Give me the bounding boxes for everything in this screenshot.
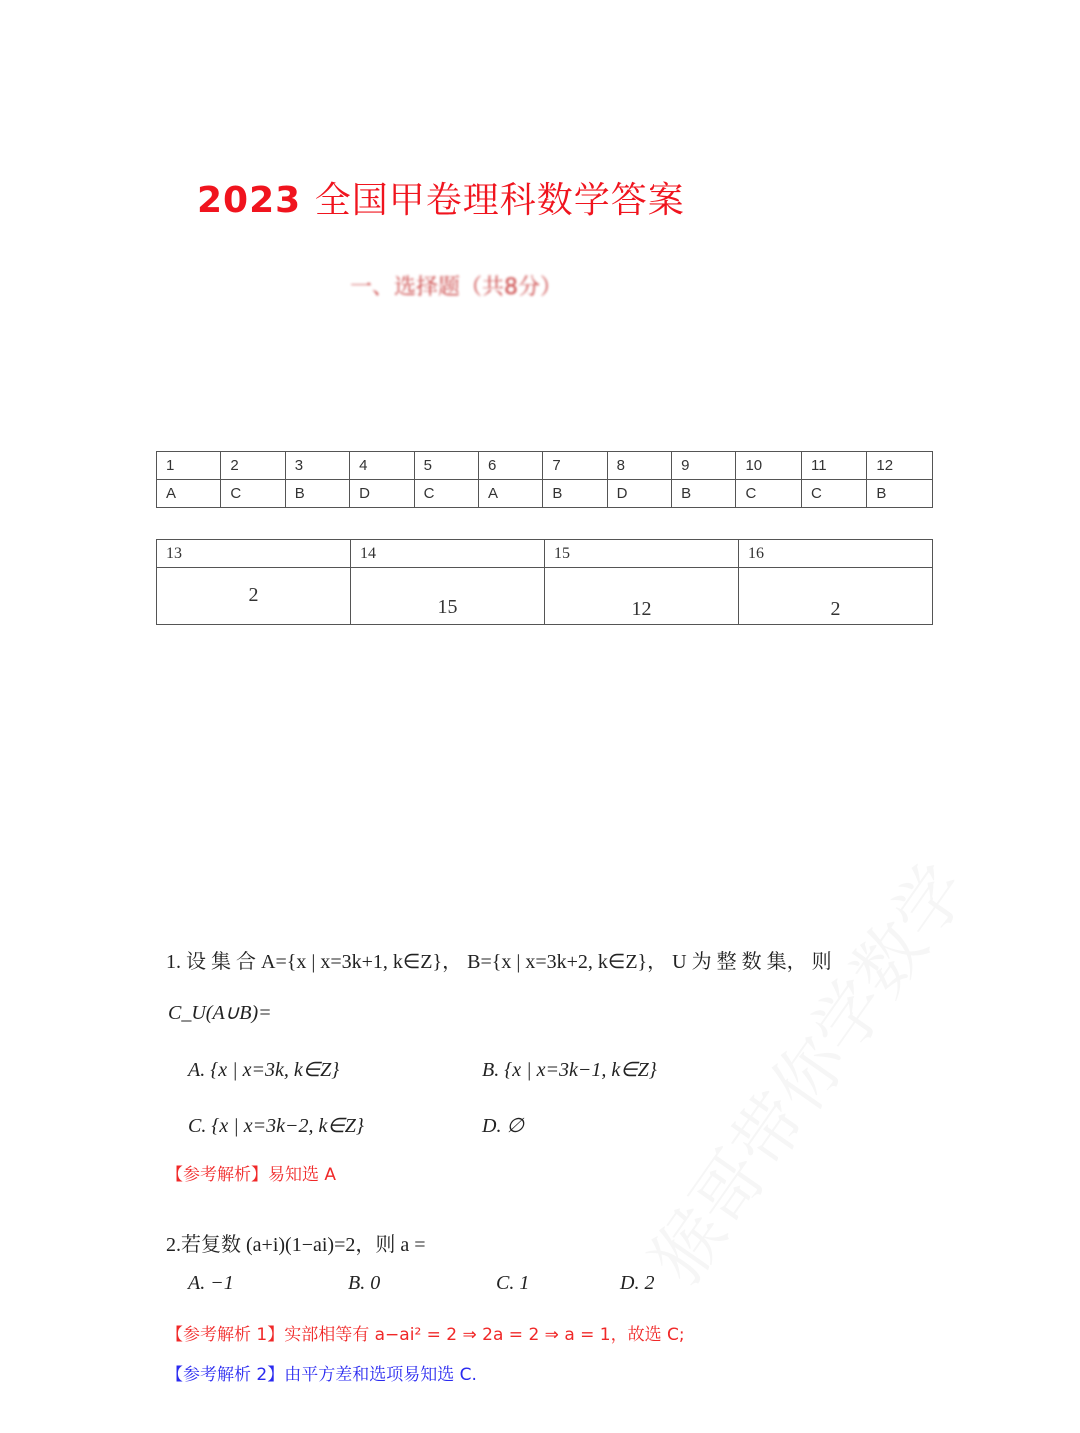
table-cell: 11	[802, 452, 867, 480]
analysis-text: 由平方差和选项易知选 C.	[284, 1365, 477, 1385]
analysis-label: 【参考解析】	[166, 1165, 268, 1185]
page-title	[197, 172, 685, 223]
fill-answer-table	[156, 539, 933, 625]
table-cell: B	[543, 480, 607, 508]
q2-option-d: D. 2	[620, 1272, 655, 1294]
table-cell: 5	[414, 452, 478, 480]
table-cell: 14	[351, 540, 545, 568]
table-cell: 6	[479, 452, 543, 480]
table-cell: 12	[867, 452, 933, 480]
table-cell: 16	[739, 540, 933, 568]
table-cell: 7	[543, 452, 607, 480]
table-row-answers	[157, 568, 933, 625]
q1-analysis	[166, 1160, 336, 1185]
table-cell: 1	[157, 452, 221, 480]
table-cell: A	[479, 480, 543, 508]
q1-option-a: A. {x | x=3k, k∈Z}	[188, 1059, 340, 1081]
table-cell: C	[802, 480, 867, 508]
q1-stem-line1: 1. 设 集 合 A={x | x=3k+1, k∈Z}， B={x | x=3k+2, k∈Z}， U 为 整 数 集， 则	[166, 951, 832, 973]
analysis-label: 【参考解析 1】	[166, 1325, 285, 1345]
table-cell: A	[157, 480, 221, 508]
table-cell: 3	[285, 452, 349, 480]
q1-option-b: B. {x | x=3k−1, k∈Z}	[482, 1059, 657, 1081]
answer-value: 2	[248, 584, 259, 606]
table-cell: B	[285, 480, 349, 508]
table-cell: C	[414, 480, 478, 508]
analysis-text: 易知选 A	[268, 1165, 337, 1185]
table-cell: 4	[350, 452, 414, 480]
q2-analysis-1	[166, 1320, 685, 1345]
table-row-numbers	[157, 540, 933, 568]
table-row-numbers	[157, 452, 933, 480]
table-cell: C	[736, 480, 802, 508]
table-cell: 9	[672, 452, 736, 480]
analysis-text: 实部相等有 a−ai² = 2 ⇒ 2a = 2 ⇒ a = 1，故选 C;	[284, 1325, 685, 1345]
table-row-answers	[157, 480, 933, 508]
choice-answer-table	[156, 451, 933, 508]
q2-option-a: A. −1	[188, 1272, 234, 1294]
table-cell	[351, 568, 545, 625]
q2-option-b: B. 0	[348, 1272, 381, 1294]
answer-value: 2	[830, 598, 841, 620]
table-cell: 13	[157, 540, 351, 568]
q1-stem-line2: C_U(A∪B)=	[168, 1002, 272, 1024]
table-cell	[739, 568, 933, 625]
table-cell: 8	[607, 452, 671, 480]
title-text: 全国甲卷理科数学答案	[314, 180, 685, 221]
table-cell: 10	[736, 452, 802, 480]
table-cell	[545, 568, 739, 625]
q2-analysis-2	[166, 1360, 477, 1385]
q2-option-c: C. 1	[496, 1272, 530, 1294]
q1-option-c: C. {x | x=3k−2, k∈Z}	[188, 1115, 364, 1137]
table-cell: C	[221, 480, 285, 508]
analysis-label: 【参考解析 2】	[166, 1365, 285, 1385]
title-year: 2023	[197, 180, 302, 221]
q2-stem: 2.若复数 (a+i)(1−ai)=2，则 a =	[166, 1234, 426, 1256]
table-cell: D	[607, 480, 671, 508]
section-subtitle	[350, 270, 730, 310]
table-cell: B	[867, 480, 933, 508]
table-cell	[157, 568, 351, 625]
answer-value: 15	[437, 596, 458, 618]
table-cell: D	[350, 480, 414, 508]
table-cell: B	[672, 480, 736, 508]
answer-value: 12	[631, 598, 652, 620]
q1-option-d: D. ∅	[482, 1115, 524, 1137]
table-cell: 2	[221, 452, 285, 480]
table-cell: 15	[545, 540, 739, 568]
watermark	[623, 841, 987, 1300]
section-subtitle-text: 一、选择题（共8分）	[350, 275, 562, 300]
